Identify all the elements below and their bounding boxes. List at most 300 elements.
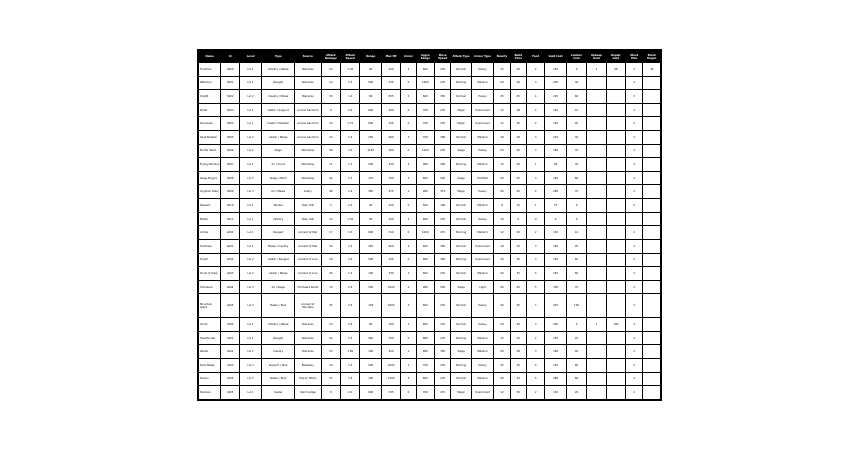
cell-upkeep-gold: 1 [587, 63, 606, 77]
cell-id: o003 [221, 359, 239, 373]
cell-name: Siege Engine [199, 171, 221, 185]
cell-attack-type: Magic [451, 103, 471, 117]
table-row[interactable] [199, 171, 661, 185]
cell-lumber-cost: 70 [566, 144, 586, 158]
cell-gold-cost: 135 [545, 331, 566, 345]
cell-repair-gold [606, 226, 625, 240]
cell-attack-damage: 19 [321, 318, 340, 332]
cell-upkeep-gold [587, 267, 606, 281]
cell-range: 90 [360, 63, 381, 77]
cell-armor: 0 [401, 386, 416, 400]
cell-move-speed: 270 [435, 226, 451, 240]
cell-gold-cost: 330 [545, 280, 566, 294]
cell-name: Chimaera [199, 280, 221, 294]
cell-attack-speed: 1.1 [341, 158, 360, 172]
column-header-build-time[interactable]: Build Time [510, 51, 526, 63]
cell-stock-regen [643, 318, 661, 332]
cell-build-time: 44 [510, 372, 526, 386]
column-header-bounty[interactable]: Bounty [494, 51, 510, 63]
cell-repair-gold [606, 199, 625, 213]
cell-attack-speed: 2.0 [341, 199, 360, 213]
cell-source: Ancient of Wonders [295, 294, 322, 318]
cell-repair-gold [606, 117, 625, 131]
cell-bounty: 20 [494, 345, 510, 359]
column-header-max-hp[interactable]: Max HP [381, 51, 400, 63]
column-header-gold-cost[interactable]: Gold Cost [545, 51, 566, 63]
cell-move-speed: 270 [435, 212, 451, 226]
cell-aggro-range: 700 [416, 386, 434, 400]
cell-armor: 1 [401, 185, 416, 199]
cell-move-speed: 270 [435, 267, 451, 281]
cell-attack-type: Magic [451, 185, 471, 199]
cell-stock-max: 2 [626, 103, 643, 117]
cell-armor-type: Heavy [471, 144, 493, 158]
cell-bounty: 12 [494, 103, 510, 117]
cell-attack-type: Normal [451, 318, 471, 332]
cell-stock-regen [643, 267, 661, 281]
cell-max-hp: 335 [381, 386, 400, 400]
cell-stock-max: 2 [626, 267, 643, 281]
cell-upkeep-gold [587, 185, 606, 199]
cell-repair-gold [606, 345, 625, 359]
cell-level: Lvl 2 [239, 345, 261, 359]
column-header-stock-max[interactable]: Stock Max [626, 51, 643, 63]
cell-gold-cost: 255 [545, 267, 566, 281]
cell-food: 4 [526, 90, 544, 104]
cell-id: o004 [221, 372, 239, 386]
cell-max-hp: 230 [381, 158, 400, 172]
cell-aggro-range: 800 [416, 331, 434, 345]
cell-armor: 0 [401, 199, 416, 213]
cell-stock-max: 2 [626, 131, 643, 145]
table-row[interactable] [199, 63, 661, 77]
cell-armor-type: Unarmored [471, 117, 493, 131]
table-row[interactable] [199, 294, 661, 318]
cell-attack-damage: 37 [321, 372, 340, 386]
cell-name: Mortar Team [199, 144, 221, 158]
cell-attack-speed: 1.9 [341, 131, 360, 145]
cell-food: 3 [526, 239, 544, 253]
cell-lumber-cost: 70 [566, 280, 586, 294]
cell-stock-max: 3 [626, 318, 643, 332]
table-row[interactable] [199, 117, 661, 131]
cell-bounty: 18 [494, 239, 510, 253]
cell-bounty: 10 [494, 212, 510, 226]
cell-lumber-cost: 60 [566, 253, 586, 267]
cell-repair-gold [606, 76, 625, 90]
table-row[interactable] [199, 372, 661, 386]
cell-food: 4 [526, 185, 544, 199]
cell-food: 5 [526, 280, 544, 294]
cell-type: Melee / Cavalry [262, 239, 295, 253]
column-header-id[interactable]: Id [221, 51, 239, 63]
cell-level: Lvl 1 [239, 212, 261, 226]
column-header-armor[interactable]: Armor [401, 51, 416, 63]
cell-move-speed: 270 [435, 386, 451, 400]
cell-armor: 1 [401, 345, 416, 359]
cell-level: Lvl 3 [239, 171, 261, 185]
cell-attack-speed: 1.35 [341, 63, 360, 77]
cell-max-hp: 290 [381, 103, 400, 117]
cell-attack-damage: 8 [321, 386, 340, 400]
column-header-repair-gold[interactable]: Repair Gold [606, 51, 625, 63]
cell-attack-damage: 24 [321, 331, 340, 345]
column-header-name[interactable]: Name [199, 51, 221, 63]
cell-attack-damage: 16 [321, 359, 340, 373]
cell-move-speed: 400 [435, 158, 451, 172]
cell-food: 3 [526, 345, 544, 359]
cell-range: 128 [360, 294, 381, 318]
cell-attack-damage: 11 [321, 158, 340, 172]
cell-id: e002 [221, 253, 239, 267]
cell-name: Kodo Beast [199, 359, 221, 373]
cell-range: 100 [360, 345, 381, 359]
cell-lumber-cost: 20 [566, 117, 586, 131]
cell-range: 90 [360, 318, 381, 332]
cell-attack-damage: 8 [321, 103, 340, 117]
cell-bounty: 15 [494, 158, 510, 172]
table-row[interactable] [199, 359, 661, 373]
cell-armor: 2 [401, 171, 416, 185]
cell-level: Lvl 1 [239, 158, 261, 172]
cell-type: Air / Siege [262, 280, 295, 294]
cell-level: Lvl 1 [239, 226, 261, 240]
column-header-upkeep-gold[interactable]: Upkeep Gold [587, 51, 606, 63]
column-header-attack-damage[interactable]: Attack Damage [321, 51, 340, 63]
cell-type: Infantry [262, 212, 295, 226]
cell-gold-cost: 200 [545, 318, 566, 332]
table-row[interactable] [199, 199, 661, 213]
table-row[interactable] [199, 103, 661, 117]
cell-aggro-range: 600 [416, 294, 434, 318]
cell-attack-speed: 2.0 [341, 103, 360, 117]
cell-upkeep-gold [587, 90, 606, 104]
cell-attack-damage: 58 [321, 144, 340, 158]
cell-armor-type: Unarmored [471, 253, 493, 267]
cell-armor: 0 [401, 144, 416, 158]
cell-lumber-cost: 20 [566, 386, 586, 400]
cell-type: Caster / Ranged [262, 253, 295, 267]
cell-lumber-cost: 60 [566, 359, 586, 373]
cell-name: Druid of Claw [199, 267, 221, 281]
cell-name: Huntress [199, 239, 221, 253]
table-row[interactable] [199, 226, 661, 240]
cell-repair-gold [606, 294, 625, 318]
cell-repair-gold [606, 171, 625, 185]
cell-range: 100 [360, 267, 381, 281]
column-header-lumber-cost[interactable]: Lumber Cost [566, 51, 586, 63]
table-row[interactable] [199, 158, 661, 172]
cell-max-hp: 1000 [381, 359, 400, 373]
cell-build-time: 30 [510, 359, 526, 373]
column-header-stock-regen[interactable]: Stock Regen [643, 51, 661, 63]
cell-attack-damage: 44 [321, 171, 340, 185]
cell-stock-max: 2 [626, 331, 643, 345]
cell-level: Lvl 1 [239, 386, 261, 400]
cell-food: 1 [526, 158, 544, 172]
cell-stock-regen [643, 372, 661, 386]
cell-attack-damage: 17 [321, 226, 340, 240]
cell-gold-cost: 155 [545, 117, 566, 131]
cell-upkeep-gold [587, 131, 606, 145]
cell-gold-cost: 195 [545, 239, 566, 253]
cell-range: 450 [360, 185, 381, 199]
cell-move-speed: 300 [435, 131, 451, 145]
cell-max-hp: 435 [381, 253, 400, 267]
cell-type: Air / Scout [262, 158, 295, 172]
cell-armor: 2 [401, 158, 416, 172]
cell-type: Siege / Mech [262, 171, 295, 185]
cell-lumber-cost: 0 [566, 212, 586, 226]
cell-move-speed: 375 [435, 185, 451, 199]
table-row[interactable] [199, 76, 661, 90]
cell-lumber-cost: 0 [566, 318, 586, 332]
cell-source: Barracks [295, 345, 322, 359]
cell-repair-gold [606, 372, 625, 386]
cell-lumber-cost: 30 [566, 131, 586, 145]
cell-armor: 2 [401, 63, 416, 77]
cell-max-hp: 350 [381, 331, 400, 345]
cell-source: Tauren Totem [295, 372, 322, 386]
cell-armor: 0 [401, 76, 416, 90]
cell-repair-gold [606, 90, 625, 104]
table-row[interactable] [199, 144, 661, 158]
cell-name: Rifleman [199, 76, 221, 90]
cell-upkeep-gold [587, 331, 606, 345]
cell-attack-type: Piercing [451, 76, 471, 90]
table-row[interactable] [199, 212, 661, 226]
cell-lumber-cost: 0 [566, 199, 586, 213]
cell-stock-regen [643, 253, 661, 267]
cell-name: Headhunter [199, 331, 221, 345]
table-row[interactable] [199, 253, 661, 267]
cell-type: Melee / Tank [262, 294, 295, 318]
cell-armor: 3 [401, 131, 416, 145]
cell-attack-speed: 3.5 [341, 144, 360, 158]
cell-move-speed: 270 [435, 318, 451, 332]
cell-bounty: 8 [494, 199, 510, 213]
cell-id: e000 [221, 226, 239, 240]
cell-attack-damage: 12 [321, 63, 340, 77]
cell-attack-type: Piercing [451, 226, 471, 240]
cell-food: 1 [526, 199, 544, 213]
header-row [199, 51, 661, 63]
data-sheet [197, 49, 662, 401]
cell-max-hp: 530 [381, 267, 400, 281]
cell-max-hp: 360 [381, 144, 400, 158]
cell-gold-cost: 425 [545, 294, 566, 318]
cell-armor-type: Medium [471, 267, 493, 281]
cell-armor: 1 [401, 267, 416, 281]
table-row[interactable] [199, 386, 661, 400]
cell-stock-regen [643, 185, 661, 199]
cell-repair-gold [606, 359, 625, 373]
cell-source: Barracks [295, 76, 322, 90]
cell-food: 3 [526, 131, 544, 145]
cell-move-speed: 270 [435, 117, 451, 131]
cell-source: Workshop [295, 171, 322, 185]
cell-level: Lvl 1 [239, 63, 261, 77]
cell-lumber-cost: 10 [566, 226, 586, 240]
cell-lumber-cost: 30 [566, 158, 586, 172]
cell-id: h008 [221, 171, 239, 185]
cell-repair-gold [606, 144, 625, 158]
cell-armor: 5 [401, 90, 416, 104]
cell-gold-cost: 135 [545, 63, 566, 77]
column-header-range[interactable]: Range [360, 51, 381, 63]
cell-armor: 1 [401, 359, 416, 373]
column-header-attack-speed[interactable]: Attack Speed [341, 51, 360, 63]
cell-move-speed: 350 [435, 90, 451, 104]
cell-food: 3 [526, 76, 544, 90]
cell-id: h003 [221, 103, 239, 117]
cell-build-time: 65 [510, 280, 526, 294]
cell-build-time: 28 [510, 103, 526, 117]
cell-type: Caster / Melee [262, 267, 295, 281]
cell-attack-damage: 34 [321, 90, 340, 104]
cell-max-hp: 835 [381, 90, 400, 104]
cell-attack-speed: 1.4 [341, 359, 360, 373]
cell-attack-damage: 70 [321, 280, 340, 294]
table-row[interactable] [199, 131, 661, 145]
cell-level: Lvl 3 [239, 294, 261, 318]
cell-food: 2 [526, 226, 544, 240]
cell-lumber-cost: 60 [566, 171, 586, 185]
cell-stock-regen [643, 226, 661, 240]
cell-type: Support / Tank [262, 359, 295, 373]
cell-attack-type: Normal [451, 63, 471, 77]
cell-name: Priest [199, 103, 221, 117]
cell-move-speed: 270 [435, 294, 451, 318]
cell-attack-type: Normal [451, 294, 471, 318]
cell-stock-regen [643, 90, 661, 104]
cell-type: Caster / Melee [262, 131, 295, 145]
cell-range: 170 [360, 171, 381, 185]
column-header-food[interactable]: Food [526, 51, 544, 63]
cell-move-speed: 350 [435, 345, 451, 359]
cell-level: Lvl 2 [239, 267, 261, 281]
cell-food: 3 [526, 253, 544, 267]
cell-name: Knight [199, 90, 221, 104]
cell-range: 500 [360, 280, 381, 294]
cell-armor-type: Medium [471, 199, 493, 213]
cell-type: Siege [262, 144, 295, 158]
cell-attack-speed: 1.5 [341, 76, 360, 90]
cell-stock-max: 2 [626, 345, 643, 359]
cell-stock-max: 2 [626, 226, 643, 240]
table-row[interactable] [199, 318, 661, 332]
cell-bounty: 20 [494, 76, 510, 90]
table-row[interactable] [199, 331, 661, 345]
column-header-type[interactable]: Type [262, 51, 295, 63]
cell-upkeep-gold [587, 199, 606, 213]
cell-stock-regen [643, 117, 661, 131]
cell-build-time: 45 [510, 90, 526, 104]
cell-food: 4 [526, 267, 544, 281]
cell-max-hp: 1600 [381, 294, 400, 318]
cell-attack-damage: 14 [321, 131, 340, 145]
cell-food: 2 [526, 331, 544, 345]
cell-type: Infantry / Melee [262, 318, 295, 332]
cell-repair-gold [606, 386, 625, 400]
cell-upkeep-gold [587, 239, 606, 253]
cell-range: 500 [360, 158, 381, 172]
cell-bounty: 16 [494, 253, 510, 267]
cell-attack-speed: 1.4 [341, 90, 360, 104]
cell-attack-damage: 35 [321, 294, 340, 318]
table-row[interactable] [199, 345, 661, 359]
table-row[interactable] [199, 90, 661, 104]
cell-gold-cost: 75 [545, 199, 566, 213]
cell-level: Lvl 1 [239, 199, 261, 213]
cell-id: h009 [221, 185, 239, 199]
cell-build-time: 45 [510, 185, 526, 199]
cell-aggro-range: 1200 [416, 144, 434, 158]
cell-armor-type: Heavy [471, 318, 493, 332]
cell-id: h000 [221, 63, 239, 77]
column-header-level[interactable]: Level [239, 51, 261, 63]
column-header-source[interactable]: Source [295, 51, 322, 63]
cell-aggro-range: 600 [416, 63, 434, 77]
cell-max-hp: 1300 [381, 372, 400, 386]
cell-build-time: 30 [510, 318, 526, 332]
cell-source: Workshop [295, 144, 322, 158]
cell-name: Shaman [199, 386, 221, 400]
cell-armor-type: Unarmored [471, 386, 493, 400]
cell-level: Lvl 1 [239, 103, 261, 117]
cell-attack-type: Normal [451, 131, 471, 145]
column-header-armor-type[interactable]: Armor Type [471, 51, 493, 63]
cell-level: Lvl 1 [239, 76, 261, 90]
cell-attack-speed: 1.6 [341, 318, 360, 332]
cell-build-time: 20 [510, 331, 526, 345]
cell-range: 500 [360, 253, 381, 267]
cell-stock-regen [643, 131, 661, 145]
cell-stock-max: 2 [626, 359, 643, 373]
cell-level: Lvl 3 [239, 359, 261, 373]
cell-attack-type: Normal [451, 239, 471, 253]
cell-gold-cost: 245 [545, 90, 566, 104]
column-header-move-speed[interactable]: Move Speed [435, 51, 451, 63]
table-row[interactable] [199, 185, 661, 199]
column-header-attack-type[interactable]: Attack Type [451, 51, 471, 63]
table-row[interactable] [199, 239, 661, 253]
cell-gold-cost: 130 [545, 386, 566, 400]
cell-range: 500 [360, 76, 381, 90]
cell-armor-type: Medium [471, 158, 493, 172]
cell-build-time: 30 [510, 239, 526, 253]
cell-food: 4 [526, 359, 544, 373]
cell-move-speed: 270 [435, 372, 451, 386]
cell-upkeep-gold [587, 359, 606, 373]
cell-stock-regen [643, 103, 661, 117]
cell-source: Barracks [295, 331, 322, 345]
cell-range: 250 [360, 131, 381, 145]
cell-aggro-range: 1000 [416, 226, 434, 240]
cell-max-hp: 700 [381, 171, 400, 185]
column-header-aggro-range[interactable]: Aggro Range [416, 51, 434, 63]
cell-armor: 3 [401, 372, 416, 386]
cell-attack-type: Magic [451, 386, 471, 400]
cell-armor: 0 [401, 253, 416, 267]
cell-attack-damage: 25 [321, 345, 340, 359]
table-row[interactable] [199, 267, 661, 281]
cell-move-speed: 220 [435, 171, 451, 185]
cell-bounty: 18 [494, 131, 510, 145]
cell-bounty: 25 [494, 90, 510, 104]
table-row[interactable] [199, 280, 661, 294]
cell-source: Barracks [295, 318, 322, 332]
